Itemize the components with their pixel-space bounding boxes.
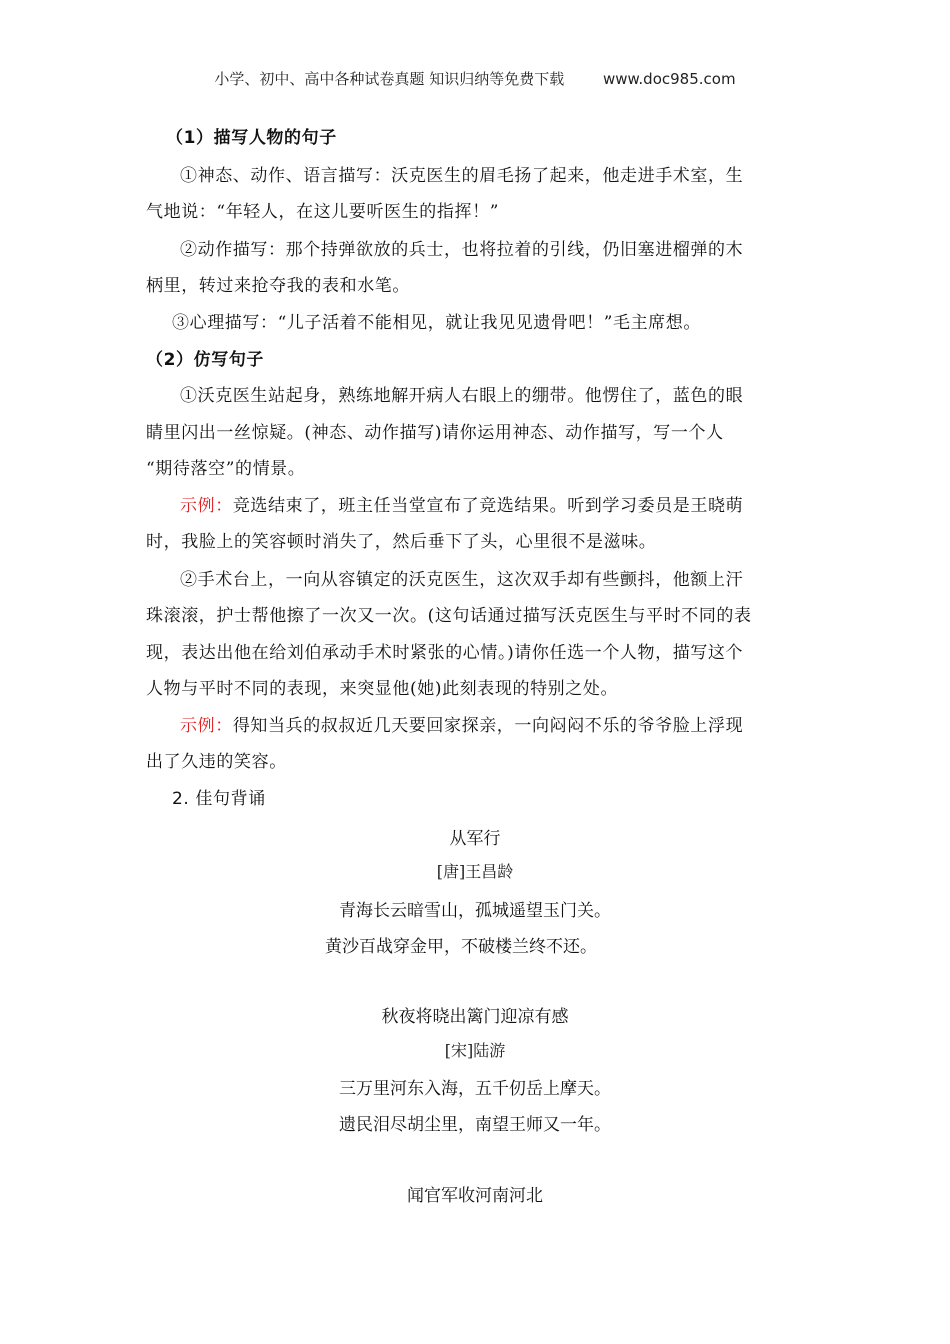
example-label: 示例：	[180, 716, 233, 736]
section2-q2-line2: 珠滚滚，护士帮他擦了一次又一次。(这句话通过描写沃克医生与平时不同的表	[146, 606, 752, 626]
poem2-line1: 三万里河东入海，五千仞岳上摩天。	[339, 1079, 611, 1099]
section3-title: 2. 佳句背诵	[172, 789, 266, 809]
section2-q2-line4: 人物与平时不同的表现，来突显他(她)此刻表现的特别之处。	[146, 679, 619, 699]
poem1-title: 从军行	[449, 829, 501, 849]
section1-item3-line1: ③心理描写：“儿子活着不能相见，就让我见见遗骨吧！”毛主席想。	[172, 313, 701, 333]
section1-title: （1）描写人物的句子	[166, 128, 337, 148]
section1-item1-line1: ①神态、动作、语言描写：沃克医生的眉毛扬了起来，他走进手术室，生	[180, 166, 744, 186]
section2-example1-line1	[180, 496, 810, 516]
section2-q1-line3: “期待落空”的情景。	[146, 459, 306, 479]
poem2-author: [宋]陆游	[444, 1041, 506, 1060]
header-text: 小学、初中、高中各种试卷真题 知识归纳等免费下载	[214, 70, 565, 88]
example-label: 示例：	[180, 496, 233, 516]
section2-q2-line3: 现，表达出他在给刘伯承动手术时紧张的心情。)请你任选一个人物，描写这个	[146, 643, 744, 663]
section2-title: （2）仿写句子	[146, 350, 265, 370]
example1-text: 竞选结束了，班主任当堂宣布了竞选结果。听到学习委员是王晓萌	[232, 496, 744, 516]
poem1-line1: 青海长云暗雪山，孤城遥望玉门关。	[339, 901, 611, 921]
section2-example2-line2: 出了久违的笑容。	[146, 752, 287, 772]
poem2-line2: 遗民泪尽胡尘里，南望王师又一年。	[339, 1115, 611, 1135]
section1-item2-line2: 柄里，转过来抢夺我的表和水笔。	[146, 276, 410, 296]
section2-q2-line1: ②手术台上，一向从容镇定的沃克医生，这次双手却有些颤抖，他额上汗	[180, 570, 744, 590]
section1-item2-line1: ②动作描写：那个持弹欲放的兵士，也将拉着的引线，仍旧塞进榴弹的木	[180, 240, 744, 260]
section2-example1-line2: 时，我脸上的笑容顿时消失了，然后垂下了头，心里很不是滋味。	[146, 532, 657, 552]
section1-item1-line2: 气地说：“年轻人，在这儿要听医生的指挥！”	[146, 202, 499, 222]
section2-q1-line2: 睛里闪出一丝惊疑。(神态、动作描写)请你运用神态、动作描写，写一个人	[146, 423, 724, 443]
header-site-link[interactable]: www.doc985.com	[602, 70, 736, 88]
poem1-author: [唐]王昌龄	[436, 862, 514, 881]
poem2-title: 秋夜将晓出篱门迎凉有感	[381, 1007, 569, 1027]
poem1-line2: 黄沙百战穿金甲，不破楼兰终不还。	[325, 937, 597, 957]
section2-q1-line1: ①沃克医生站起身，熟练地解开病人右眼上的绷带。他愣住了，蓝色的眼	[180, 386, 744, 406]
page-header	[0, 68, 950, 89]
example2-text: 得知当兵的叔叔近几天要回家探亲，一向闷闷不乐的爷爷脸上浮现	[232, 716, 744, 736]
poem3-title: 闻官军收河南河北	[407, 1186, 543, 1206]
section2-example2-line1	[180, 716, 810, 736]
